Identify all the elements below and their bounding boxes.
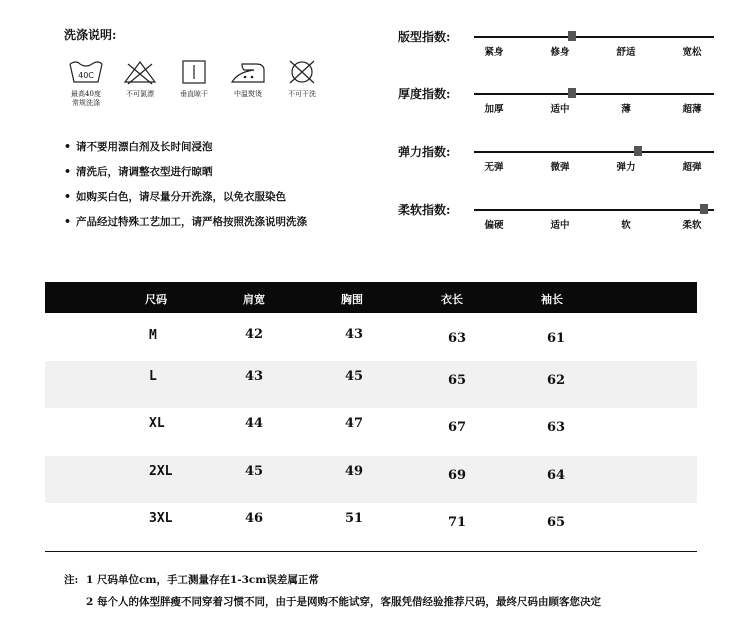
cell-sleeve: 62 [547,372,566,388]
scale-line [474,151,714,153]
wash-temp-label: 40C [78,71,94,80]
scale-option: 适中 [550,220,570,231]
drip-dry-icon [176,58,212,86]
scale-option: 柔软 [682,220,702,231]
cell-sleeve: 65 [547,515,566,531]
scale-option: 宽松 [682,47,702,58]
scale-option: 软 [621,220,631,231]
scale-option: 弹力 [616,162,636,173]
scale-marker [568,88,576,98]
cell-length: 71 [448,515,467,531]
scale-title: 柔软指数: [398,203,451,217]
wash-40-icon [68,58,104,86]
scale-option: 偏硬 [484,220,504,231]
scale-option: 紧身 [484,47,504,58]
cell-shoulder: 45 [245,463,264,479]
cell-shoulder: 42 [245,327,264,342]
notes [64,573,601,617]
scale-option: 适中 [550,104,570,115]
care-icon-label: 不可干洗 [288,90,316,98]
no-dry-clean-item [274,58,330,99]
iron-medium-item [220,58,276,99]
scale-title: 弹力指数: [398,145,451,159]
scale-option: 舒适 [616,47,636,58]
scale-title: 版型指数: [398,30,451,44]
table-row [45,503,697,551]
scale-marker [634,146,642,156]
drip-dry-item [166,58,222,99]
cell-size: XL [149,416,165,432]
table-row [45,456,697,504]
scale-option: 超弹 [682,162,702,173]
cell-chest: 47 [345,416,364,432]
table-row [45,361,697,409]
care-icons [58,58,328,118]
table-row [45,313,697,361]
header-chest: 胸围 [341,293,363,306]
elasticity-index-scale [398,143,718,183]
cell-shoulder: 46 [245,511,264,527]
cell-chest: 45 [345,368,364,384]
cell-sleeve: 63 [547,420,566,436]
cell-length: 69 [448,467,467,483]
scale-option: 薄 [621,104,631,115]
thickness-index-scale [398,85,718,125]
size-table [45,282,697,552]
note-1 [64,573,601,595]
cell-sleeve: 61 [547,331,566,346]
care-icon-label: 中温熨烫 [234,90,262,98]
scale-line [474,36,714,38]
cell-chest: 51 [345,511,364,527]
cell-shoulder: 44 [245,416,264,432]
cell-size: 2XL [149,463,173,479]
header-sleeve: 袖长 [541,293,563,306]
cell-sleeve: 64 [547,467,566,483]
no-dry-clean-icon [284,58,320,86]
softness-index-scale [398,201,718,241]
fit-index-scale [398,28,718,68]
cell-chest: 49 [345,463,364,479]
cell-length: 67 [448,420,467,436]
header-shoulder: 肩宽 [243,293,265,306]
note-text: 2 每个人的体型胖瘦不同穿着习惯不同，由于是网购不能试穿，客服凭借经验推荐尺码，最终尺码由顾客您决定 [86,596,601,608]
scale-line [474,209,714,211]
cell-size: 3XL [149,511,173,527]
care-instruction: • 清洗后，请调整衣型进行晾晒 [64,165,307,190]
scale-marker [700,204,708,214]
care-title: 洗涤说明: [64,28,117,42]
scale-title: 厚度指数: [398,87,451,101]
no-bleach-icon [122,58,158,86]
wash-40-item [58,58,114,108]
no-bleach-item [112,58,168,99]
table-bottom-rule [45,551,697,553]
care-instructions [64,140,307,240]
cell-shoulder: 43 [245,368,264,384]
care-instruction: • 请不要用漂白剂及长时间浸泡 [64,140,307,165]
cell-size: L [149,368,157,384]
care-icon-label: 不可氯漂 [126,90,154,98]
table-header [45,282,697,313]
cell-length: 65 [448,372,467,388]
care-instruction: • 如购买白色，请尽量分开洗涤，以免衣服染色 [64,190,307,215]
scale-marker [568,31,576,41]
cell-chest: 43 [345,327,364,342]
header-length: 衣长 [441,293,463,306]
iron-medium-icon [228,58,268,86]
scale-line [474,93,714,95]
care-instruction: • 产品经过特殊工艺加工，请严格按照洗涤说明洗涤 [64,215,307,240]
care-icon-label: 垂直晾干 [180,90,208,98]
cell-length: 63 [448,331,467,346]
note-prefix: 注: [64,574,79,586]
scale-option: 无弹 [484,162,504,173]
header-size: 尺码 [145,293,167,306]
scale-option: 修身 [550,47,570,58]
scale-option: 加厚 [484,104,504,115]
note-text: 1 尺码单位cm，手工测量存在1-3cm误差属正常 [86,574,319,586]
note-2 [64,595,601,617]
scale-option: 超薄 [682,104,702,115]
cell-size: M [149,328,157,343]
care-icon-label: 最高40度 常规洗涤 [71,90,101,107]
scale-option: 微弹 [550,162,570,173]
table-row [45,408,697,456]
